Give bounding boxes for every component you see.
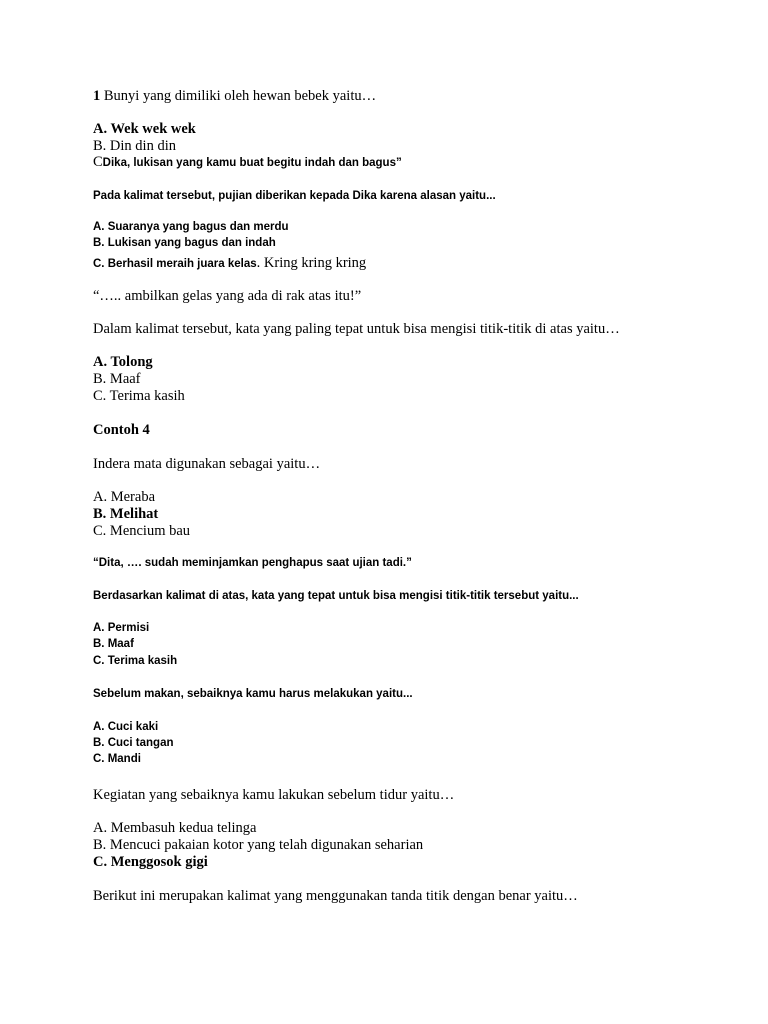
option-a: A. Cuci kaki <box>93 721 159 733</box>
question-1 <box>93 89 376 104</box>
option-b-answer: B. Lukisan yang bagus dan indah <box>93 237 276 249</box>
question-stem: Indera mata digunakan sebagai yaitu… <box>93 456 321 472</box>
option-c: C. Terima kasih <box>93 388 185 404</box>
option-c: C. Berhasil meraih juara kelas <box>93 258 257 270</box>
option-b-answer: B. Cuci tangan <box>93 737 174 749</box>
question-stem: Berdasarkan kalimat di atas, kata yang tepat untuk bisa mengisi titik-titik tersebut yaitu... <box>93 590 579 602</box>
question-text: Bunyi yang dimiliki oleh hewan bebek yaitu… <box>100 88 377 104</box>
option-a: A. Meraba <box>93 489 156 505</box>
option-a-answer: A. Wek wek wek <box>93 121 196 137</box>
question-stem: Sebelum makan, sebaiknya kamu harus melakukan yaitu... <box>93 688 413 700</box>
question-stem: Kegiatan yang sebaiknya kamu lakukan sebelum tidur yaitu… <box>93 787 455 803</box>
question-stem: Pada kalimat tersebut, pujian diberikan kepada Dika karena alasan yaitu... <box>93 190 496 202</box>
option-a: A. Permisi <box>93 622 150 634</box>
question-stem: Berikut ini merupakan kalimat yang menggunakan tanda titik dengan benar yaitu… <box>93 888 578 904</box>
question-number: 1 <box>93 88 101 104</box>
option-a: A. Membasuh kedua telinga <box>93 820 257 836</box>
option-a-answer: A. Tolong <box>93 354 153 370</box>
option-c-prefix: C <box>93 154 103 170</box>
option-a: A. Suaranya yang bagus dan merdu <box>93 221 289 233</box>
option-c-line <box>93 155 402 170</box>
option-c: C. Mandi <box>93 753 141 765</box>
option-c-answer: C. Menggosok gigi <box>93 854 208 870</box>
quote-text: Dika, lukisan yang kamu buat begitu indah dan bagus” <box>102 157 402 169</box>
option-b: B. Din din din <box>93 138 176 154</box>
option-b: B. Maaf <box>93 638 134 650</box>
option-b: B. Mencuci pakaian kotor yang telah digunakan seharian <box>93 837 424 853</box>
question-stem: Dalam kalimat tersebut, kata yang paling tepat untuk bisa mengisi titik-titik di atas yaitu… <box>93 321 620 337</box>
quote-sentence: “Dita, …. sudah meminjamkan penghapus saat ujian tadi.” <box>93 557 412 569</box>
next-question-text: . Kring kring kring <box>256 255 367 271</box>
option-b-answer: B. Melihat <box>93 506 159 522</box>
option-b: B. Maaf <box>93 371 141 387</box>
option-c-line <box>93 255 366 271</box>
quote-sentence: “….. ambilkan gelas yang ada di rak atas itu!” <box>93 288 362 304</box>
option-c: C. Mencium bau <box>93 523 191 539</box>
option-c-answer: C. Terima kasih <box>93 655 178 667</box>
section-heading: Contoh 4 <box>93 422 150 438</box>
